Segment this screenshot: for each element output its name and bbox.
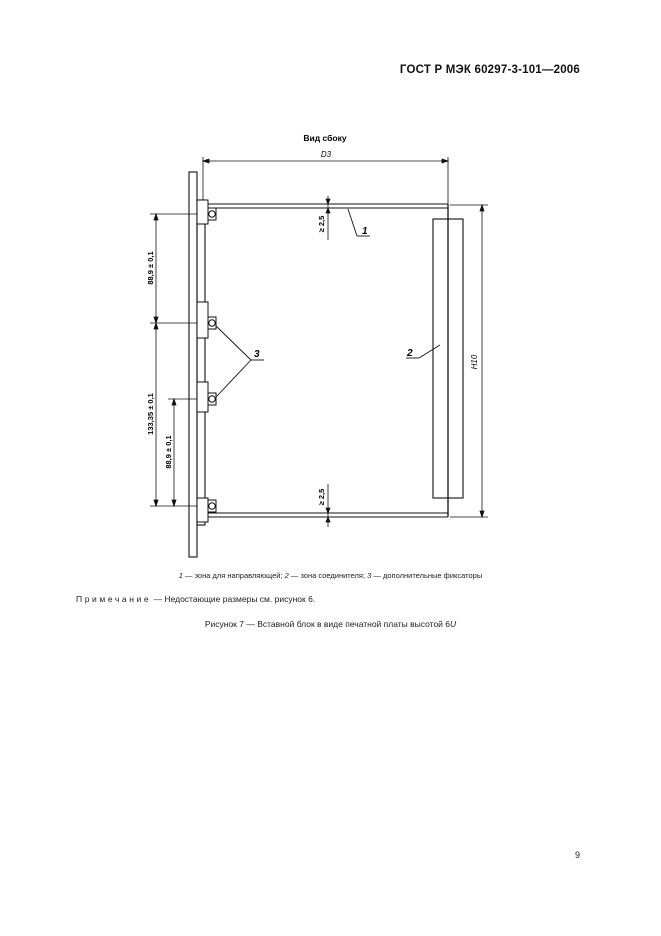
figure-caption (0, 619, 661, 629)
clearance-top-label: ≥ 2,5 (317, 215, 326, 233)
dimension-depth-label: D3 (320, 150, 332, 159)
legend-item3-text: — дополнительные фиксаторы (371, 571, 483, 580)
legend-item1-text: — зона для направляющей; (182, 571, 285, 580)
document-standard-header: ГОСТ Р МЭК 60297-3-101—2006 (399, 64, 580, 76)
callout-fixators-number: 3 (254, 349, 260, 360)
figure-caption-text: Рисунок 7 — Вставной блок в виде печатной платы высотой 6 (204, 619, 451, 629)
pcb-board (205, 204, 448, 517)
page-number: 9 (575, 850, 581, 860)
fixators (197, 200, 216, 522)
callout-guide-number: 1 (362, 226, 368, 237)
figure-legend (0, 571, 661, 580)
legend-item2-text: — зона соединителя; (288, 571, 368, 580)
view-label: Вид сбоку (303, 133, 347, 143)
dimension-spacing-total: 133,35 ± 0,1 (146, 393, 155, 435)
figure-caption-unit: U (450, 619, 457, 629)
legend-item2-number: 2 (284, 571, 289, 580)
callout-connector-number: 2 (407, 348, 413, 359)
clearance-top-dim (326, 196, 330, 240)
dimension-spacing-upper: 88,9 ± 0,1 (146, 251, 155, 285)
dimension-height (450, 205, 488, 517)
callout-fixators-leader (216, 326, 264, 397)
clearance-bottom-dim (326, 484, 330, 527)
legend-item3-number: 3 (367, 571, 372, 580)
dimension-depth (203, 157, 448, 205)
clearance-bottom-label: ≥ 2,5 (317, 488, 326, 506)
dimension-height-label: H10 (470, 354, 479, 370)
note-label: Примечание (76, 594, 152, 604)
legend-item1-number: 1 (178, 571, 183, 580)
note-text: — Недостающие размеры см. рисунок 6. (151, 594, 316, 604)
dimension-spacing-lower: 88,9 ± 0,1 (164, 435, 173, 469)
note (76, 594, 315, 604)
